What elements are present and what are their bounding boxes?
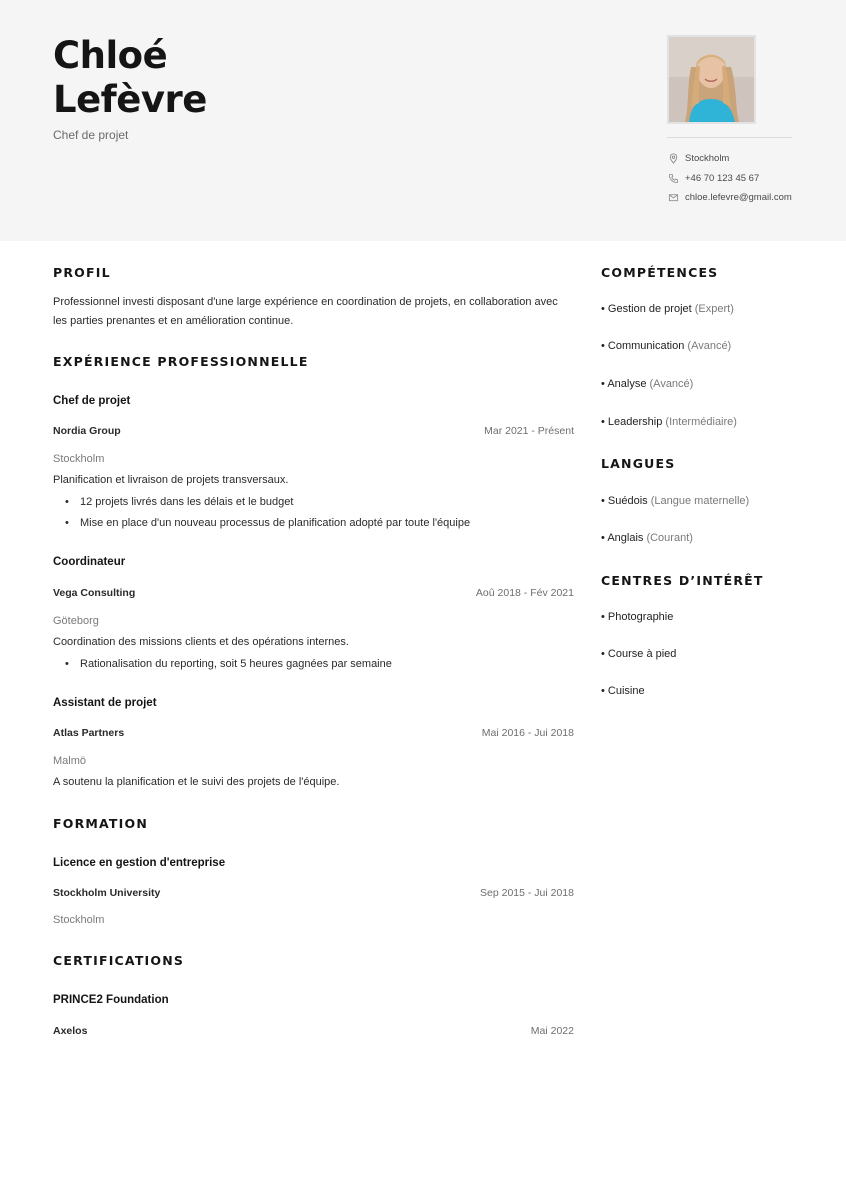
certification-date: Mai 2022	[530, 1025, 574, 1037]
profile-text	[53, 293, 558, 331]
contact-email	[667, 190, 792, 204]
first-name: Chloé	[53, 34, 168, 77]
languages-section-title: LANGUES	[601, 456, 676, 471]
education-dates: Sep 2015 - Jui 2018	[480, 887, 574, 899]
education-school: Stockholm University	[53, 887, 161, 899]
job-title: Chef de projet	[53, 128, 129, 142]
skill-item: • Analyse (Avancé)	[601, 378, 694, 390]
education-degree: Licence en gestion d'entreprise	[53, 857, 226, 869]
skill-name: Gestion de projet	[607, 303, 692, 315]
job-summary: Coordination des missions clients et des opérations internes.	[53, 636, 349, 648]
skill-item: • Gestion de projet (Expert)	[601, 303, 734, 315]
language-name: Anglais	[607, 532, 644, 544]
full-name	[53, 34, 207, 122]
profile-photo	[667, 35, 756, 124]
interest-name: Course à pied	[607, 648, 677, 660]
job-role: Coordinateur	[53, 556, 126, 568]
language-level: (Langue maternelle)	[650, 495, 750, 507]
job-company: Nordia Group	[53, 425, 121, 437]
skill-level: (Avancé)	[687, 340, 732, 352]
contact-location	[667, 151, 729, 165]
interests-section-title: CENTRES D’INTÉRÊT	[601, 573, 764, 588]
language-name: Suédois	[607, 495, 648, 507]
interest-item: • Course à pied	[601, 648, 677, 660]
job-role: Chef de projet	[53, 395, 131, 407]
profile-photo-image	[669, 37, 754, 122]
job-dates: Mar 2021 - Présent	[484, 425, 574, 437]
contact-phone	[667, 171, 759, 185]
location-pin-icon	[667, 152, 679, 164]
job-location: Malmö	[53, 755, 87, 767]
skill-name: Communication	[607, 340, 685, 352]
contact-phone-text: +46 70 123 45 67	[685, 172, 760, 184]
profile-line-2: les parties prenantes et en amélioration continue.	[53, 315, 294, 327]
language-level: (Courant)	[646, 532, 693, 544]
language-item: • Suédois (Langue maternelle)	[601, 495, 750, 507]
contact-divider	[667, 137, 792, 138]
skill-name: Analyse	[607, 378, 647, 390]
skill-item: • Leadership (Intermédiaire)	[601, 416, 737, 428]
interest-item: • Photographie	[601, 611, 674, 623]
profile-line-1: Professionnel investi disposant d'une large expérience en coordination de projets, en collaboration avec	[53, 296, 558, 308]
skill-level: (Expert)	[694, 303, 734, 315]
language-item: • Anglais (Courant)	[601, 532, 693, 544]
profile-section-title: PROFIL	[53, 265, 111, 280]
job-location: Stockholm	[53, 453, 105, 465]
experience-section-title: EXPÉRIENCE PROFESSIONNELLE	[53, 354, 309, 369]
skill-item: • Communication (Avancé)	[601, 340, 732, 352]
last-name: Lefèvre	[53, 78, 207, 121]
skill-name: Leadership	[607, 416, 663, 428]
skills-section-title: COMPÉTENCES	[601, 265, 719, 280]
job-bullet: • Mise en place d'un nouveau processus de planification adopté par toute l'équipe	[65, 517, 470, 529]
job-company: Vega Consulting	[53, 587, 136, 599]
certifications-section-title: CERTIFICATIONS	[53, 953, 185, 968]
skill-level: (Intermédiaire)	[665, 416, 737, 428]
mail-icon	[667, 191, 679, 203]
interest-name: Photographie	[607, 611, 674, 623]
interest-name: Cuisine	[607, 685, 645, 697]
contact-email-text: chloe.lefevre@gmail.com	[685, 191, 792, 203]
job-dates: Aoû 2018 - Fév 2021	[475, 587, 574, 599]
job-bullet: • Rationalisation du reporting, soit 5 heures gagnées par semaine	[65, 658, 392, 670]
skill-level: (Avancé)	[649, 378, 694, 390]
job-location: Göteborg	[53, 615, 99, 627]
education-section-title: FORMATION	[53, 816, 148, 831]
education-location: Stockholm	[53, 914, 105, 926]
job-summary: Planification et livraison de projets transversaux.	[53, 474, 289, 486]
interest-item: • Cuisine	[601, 685, 645, 697]
job-summary: A soutenu la planification et le suivi des projets de l'équipe.	[53, 776, 340, 788]
job-role: Assistant de projet	[53, 697, 157, 709]
job-company: Atlas Partners	[53, 727, 125, 739]
certification-issuer: Axelos	[53, 1025, 88, 1037]
job-dates: Mai 2016 - Jui 2018	[481, 727, 574, 739]
resume-header	[0, 0, 846, 241]
certification-name: PRINCE2 Foundation	[53, 994, 169, 1006]
contact-location-text: Stockholm	[685, 152, 730, 164]
job-bullet: • 12 projets livrés dans les délais et le budget	[65, 496, 293, 508]
phone-icon	[667, 172, 679, 184]
